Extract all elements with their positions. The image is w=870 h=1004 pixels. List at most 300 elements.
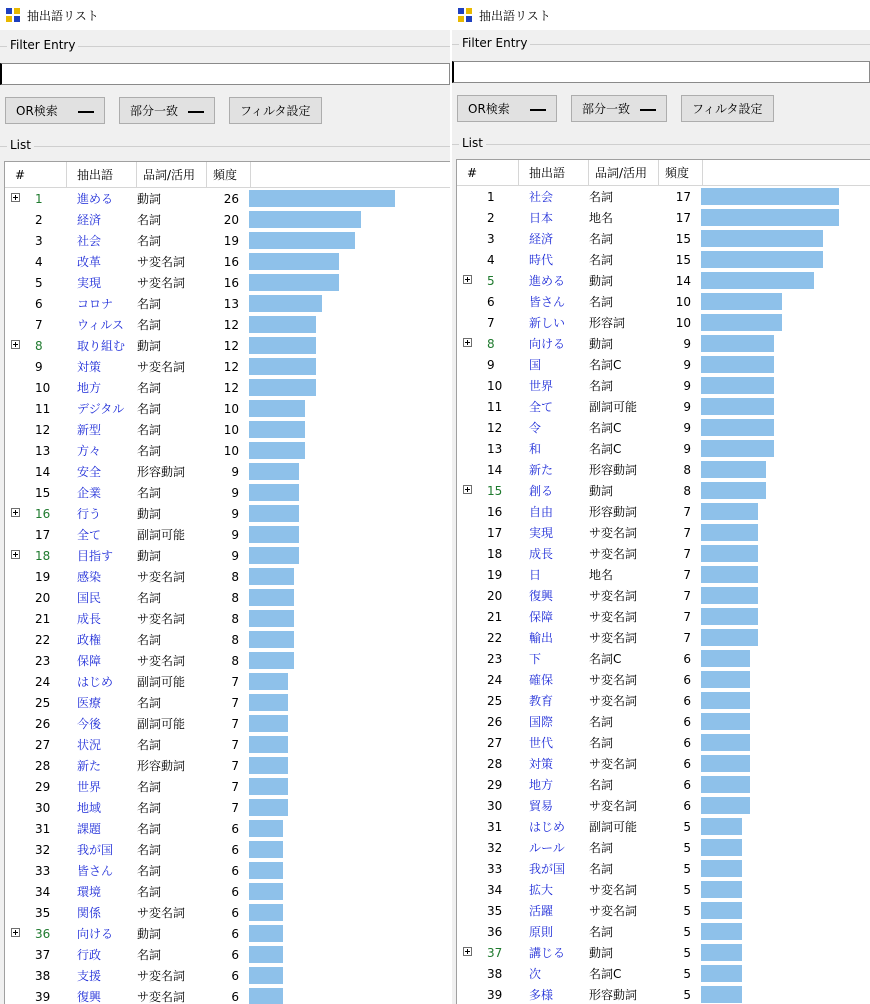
dropdown-arrow-icon xyxy=(78,111,94,113)
row-frequency: 6 xyxy=(683,756,691,771)
plus-box-icon[interactable] xyxy=(11,340,20,349)
row-number: 14 xyxy=(35,464,51,479)
filter-settings-button[interactable]: フィルタ設定 xyxy=(229,97,322,124)
row-frequency: 7 xyxy=(231,674,239,689)
list-item[interactable] xyxy=(457,480,870,501)
expand-toggle[interactable] xyxy=(5,335,21,356)
expand-toggle[interactable] xyxy=(5,188,21,209)
row-frequency: 6 xyxy=(231,968,239,983)
plus-box-icon[interactable] xyxy=(11,928,20,937)
filter-entry-group xyxy=(0,38,450,136)
row-frequency: 8 xyxy=(683,462,691,477)
list-rows xyxy=(457,186,870,1004)
list-item[interactable] xyxy=(457,270,870,291)
list-item[interactable] xyxy=(5,944,450,965)
frequency-bar xyxy=(249,568,294,585)
row-pos: 名詞 xyxy=(137,864,162,878)
row-frequency: 9 xyxy=(231,527,239,542)
list-item[interactable] xyxy=(457,459,870,480)
frequency-bar xyxy=(701,566,758,583)
row-pos: 名詞 xyxy=(589,715,614,729)
word-list[interactable] xyxy=(4,161,450,1004)
row-pos: 形容詞 xyxy=(589,316,626,330)
expand-toggle xyxy=(457,711,473,732)
row-number: 6 xyxy=(487,294,495,309)
row-frequency: 7 xyxy=(683,567,691,582)
row-word: 保障 xyxy=(77,654,102,668)
row-frequency: 12 xyxy=(223,317,239,332)
list-item[interactable] xyxy=(457,522,870,543)
or-search-label: OR検索 xyxy=(468,102,510,116)
list-header xyxy=(5,162,450,188)
expand-toggle xyxy=(457,837,473,858)
column-header-frequency[interactable]: 頻度 xyxy=(659,160,703,185)
list-item[interactable] xyxy=(5,272,450,293)
list-item[interactable] xyxy=(457,795,870,816)
row-number: 22 xyxy=(487,630,503,645)
list-item[interactable] xyxy=(457,606,870,627)
column-header-word[interactable]: 抽出語 xyxy=(519,160,589,185)
frequency-bar xyxy=(701,251,823,268)
list-item[interactable] xyxy=(457,564,870,585)
row-frequency: 5 xyxy=(683,924,691,939)
row-pos: 地名 xyxy=(589,568,614,582)
list-item[interactable] xyxy=(5,671,450,692)
list-item[interactable] xyxy=(457,207,870,228)
frequency-bar xyxy=(701,272,814,289)
frequency-bar xyxy=(249,421,305,438)
expand-toggle[interactable] xyxy=(457,480,473,501)
list-item[interactable] xyxy=(5,902,450,923)
row-frequency: 8 xyxy=(231,632,239,647)
column-header-pos[interactable]: 品詞/活用 xyxy=(137,162,207,187)
list-item[interactable] xyxy=(457,333,870,354)
list-item[interactable] xyxy=(457,879,870,900)
row-number: 26 xyxy=(35,716,51,731)
row-number: 29 xyxy=(35,779,51,794)
list-item[interactable] xyxy=(457,396,870,417)
row-pos: 動詞 xyxy=(137,507,162,521)
list-item[interactable] xyxy=(5,251,450,272)
row-word: 世界 xyxy=(529,379,554,393)
row-pos: サ変名詞 xyxy=(137,990,186,1004)
row-number: 1 xyxy=(35,191,43,206)
row-frequency: 7 xyxy=(231,800,239,815)
row-pos: 動詞 xyxy=(137,549,162,563)
list-item[interactable] xyxy=(457,984,870,1004)
list-item[interactable] xyxy=(457,816,870,837)
row-frequency: 12 xyxy=(223,380,239,395)
list-item[interactable] xyxy=(457,501,870,522)
list-item[interactable] xyxy=(5,335,450,356)
row-word: 支援 xyxy=(77,969,102,983)
plus-box-icon[interactable] xyxy=(463,275,472,284)
row-frequency: 7 xyxy=(231,737,239,752)
row-number: 39 xyxy=(487,987,503,1002)
row-frequency: 10 xyxy=(675,315,691,330)
partial-match-dropdown[interactable] xyxy=(571,95,667,122)
row-word: 実現 xyxy=(529,526,554,540)
row-pos: 名詞C xyxy=(589,967,622,981)
row-frequency: 8 xyxy=(231,569,239,584)
list-item[interactable] xyxy=(5,440,450,461)
expand-toggle xyxy=(457,543,473,564)
row-pos: 名詞 xyxy=(589,925,614,939)
or-search-dropdown[interactable] xyxy=(457,95,557,122)
row-number: 23 xyxy=(35,653,51,668)
list-item[interactable] xyxy=(5,713,450,734)
row-word: 創る xyxy=(529,484,554,498)
row-number: 39 xyxy=(35,989,51,1004)
row-pos: サ変名詞 xyxy=(137,276,186,290)
frequency-bar xyxy=(701,482,766,499)
row-frequency: 17 xyxy=(675,189,691,204)
expand-toggle xyxy=(457,774,473,795)
frequency-bar xyxy=(701,965,742,982)
list-item[interactable] xyxy=(457,375,870,396)
expand-toggle xyxy=(5,671,21,692)
column-header-number[interactable]: # xyxy=(5,162,67,187)
list-item[interactable] xyxy=(457,417,870,438)
frequency-bar xyxy=(249,190,395,207)
row-pos: 名詞 xyxy=(137,486,162,500)
row-frequency: 5 xyxy=(683,840,691,855)
list-item[interactable] xyxy=(5,818,450,839)
frequency-bar xyxy=(701,587,758,604)
frequency-bar xyxy=(701,545,758,562)
list-item[interactable] xyxy=(5,965,450,986)
row-number: 27 xyxy=(35,737,51,752)
list-group xyxy=(452,136,870,1004)
list-item[interactable] xyxy=(457,858,870,879)
row-pos: サ変名詞 xyxy=(137,255,186,269)
window-title: 抽出語リスト xyxy=(479,8,551,23)
frequency-bar xyxy=(249,925,283,942)
row-number: 4 xyxy=(35,254,43,269)
frequency-bar xyxy=(701,734,750,751)
list-item[interactable] xyxy=(457,312,870,333)
row-word: 経済 xyxy=(77,213,102,227)
list-item[interactable] xyxy=(457,354,870,375)
list-item[interactable] xyxy=(5,524,450,545)
list-item[interactable] xyxy=(457,627,870,648)
frequency-bar xyxy=(701,881,742,898)
row-word: 向ける xyxy=(77,927,114,941)
filter-settings-button[interactable]: フィルタ設定 xyxy=(681,95,774,122)
row-number: 20 xyxy=(35,590,51,605)
row-word: 行う xyxy=(77,507,102,521)
partial-match-dropdown[interactable] xyxy=(119,97,215,124)
row-word: 確保 xyxy=(529,673,554,687)
list-item[interactable] xyxy=(5,566,450,587)
expand-toggle xyxy=(457,186,473,207)
row-pos: 副詞可能 xyxy=(137,717,186,731)
list-item[interactable] xyxy=(5,860,450,881)
row-number: 25 xyxy=(487,693,503,708)
list-item[interactable] xyxy=(457,732,870,753)
row-number: 8 xyxy=(35,338,43,353)
row-frequency: 9 xyxy=(231,464,239,479)
frequency-bar xyxy=(701,524,758,541)
expand-toggle xyxy=(5,230,21,251)
row-number: 31 xyxy=(487,819,503,834)
list-item[interactable] xyxy=(457,753,870,774)
list-item[interactable] xyxy=(457,585,870,606)
row-word: ルール xyxy=(529,841,565,855)
row-word: 多様 xyxy=(529,988,554,1002)
column-header-frequency[interactable]: 頻度 xyxy=(207,162,251,187)
list-item[interactable] xyxy=(5,356,450,377)
expand-toggle[interactable] xyxy=(457,942,473,963)
row-pos: サ変名詞 xyxy=(589,610,638,624)
expand-toggle xyxy=(457,879,473,900)
column-header-word[interactable]: 抽出語 xyxy=(67,162,137,187)
list-item[interactable] xyxy=(5,986,450,1004)
expand-toggle[interactable] xyxy=(5,923,21,944)
row-word: 時代 xyxy=(529,253,554,267)
row-number: 32 xyxy=(487,840,503,855)
filter-entry-input[interactable] xyxy=(0,63,450,85)
frequency-bar xyxy=(701,356,774,373)
plus-box-icon[interactable] xyxy=(463,338,472,347)
row-word: 改革 xyxy=(77,255,102,269)
plus-box-icon[interactable] xyxy=(11,508,20,517)
list-item[interactable] xyxy=(5,398,450,419)
expand-toggle xyxy=(457,921,473,942)
row-word: 企業 xyxy=(77,486,102,500)
row-number: 28 xyxy=(35,758,51,773)
row-word: 教育 xyxy=(529,694,554,708)
row-pos: 名詞 xyxy=(589,736,614,750)
row-word: 我が国 xyxy=(77,843,114,857)
plus-box-icon[interactable] xyxy=(11,550,20,559)
row-frequency: 6 xyxy=(683,651,691,666)
row-word: 講じる xyxy=(529,946,566,960)
frequency-bar xyxy=(249,673,288,690)
row-frequency: 20 xyxy=(223,212,239,227)
row-word: 新しい xyxy=(529,316,566,330)
list-item[interactable] xyxy=(5,188,450,209)
row-number: 31 xyxy=(35,821,51,836)
row-pos: サ変名詞 xyxy=(137,906,186,920)
frequency-bar xyxy=(249,358,316,375)
row-frequency: 5 xyxy=(683,945,691,960)
expand-toggle[interactable] xyxy=(457,270,473,291)
frequency-bar xyxy=(701,860,742,877)
expand-toggle[interactable] xyxy=(5,503,21,524)
frequency-bar xyxy=(249,757,288,774)
row-number: 18 xyxy=(35,548,51,563)
row-frequency: 10 xyxy=(223,443,239,458)
row-pos: 形容動詞 xyxy=(137,465,186,479)
row-frequency: 7 xyxy=(231,716,239,731)
list-item[interactable] xyxy=(457,711,870,732)
list-item[interactable] xyxy=(457,186,870,207)
row-pos: 動詞 xyxy=(137,339,162,353)
list-item[interactable] xyxy=(457,837,870,858)
row-pos: 動詞 xyxy=(589,946,614,960)
list-item[interactable] xyxy=(457,249,870,270)
list-item[interactable] xyxy=(5,230,450,251)
row-pos: 名詞 xyxy=(137,633,162,647)
frequency-bar xyxy=(249,505,299,522)
row-number: 4 xyxy=(487,252,495,267)
expand-toggle xyxy=(5,293,21,314)
list-item[interactable] xyxy=(5,734,450,755)
expand-toggle xyxy=(457,417,473,438)
list-rows xyxy=(5,188,450,1004)
row-frequency: 7 xyxy=(683,504,691,519)
list-item[interactable] xyxy=(5,608,450,629)
frequency-bar xyxy=(701,755,750,772)
row-number: 9 xyxy=(487,357,495,372)
row-number: 15 xyxy=(487,483,503,498)
list-item[interactable] xyxy=(5,839,450,860)
expand-toggle[interactable] xyxy=(5,545,21,566)
frequency-bar xyxy=(249,274,339,291)
list-item[interactable] xyxy=(457,921,870,942)
row-pos: 名詞 xyxy=(137,591,162,605)
row-word: 国 xyxy=(529,358,542,372)
expand-toggle xyxy=(457,816,473,837)
list-item[interactable] xyxy=(5,650,450,671)
expand-toggle xyxy=(5,398,21,419)
row-frequency: 6 xyxy=(683,798,691,813)
row-pos: 名詞C xyxy=(589,652,622,666)
list-item[interactable] xyxy=(457,942,870,963)
list-item[interactable] xyxy=(5,503,450,524)
row-frequency: 5 xyxy=(683,819,691,834)
filter-entry-input[interactable] xyxy=(452,61,870,83)
list-item[interactable] xyxy=(457,690,870,711)
row-number: 30 xyxy=(35,800,51,815)
list-item[interactable] xyxy=(5,755,450,776)
row-word: ウィルス xyxy=(77,318,124,332)
row-number: 38 xyxy=(35,968,51,983)
or-search-dropdown[interactable] xyxy=(5,97,105,124)
row-frequency: 6 xyxy=(683,777,691,792)
row-pos: 名詞 xyxy=(589,379,614,393)
frequency-bar xyxy=(701,377,774,394)
row-pos: サ変名詞 xyxy=(589,547,638,561)
expand-toggle xyxy=(457,249,473,270)
list-item[interactable] xyxy=(5,314,450,335)
list-item[interactable] xyxy=(5,293,450,314)
row-frequency: 8 xyxy=(683,483,691,498)
frequency-bar xyxy=(701,944,742,961)
frequency-bar xyxy=(249,211,361,228)
list-item[interactable] xyxy=(5,209,450,230)
list-item[interactable] xyxy=(457,669,870,690)
row-word: 成長 xyxy=(77,612,102,626)
list-item[interactable] xyxy=(457,774,870,795)
expand-toggle[interactable] xyxy=(457,333,473,354)
column-header-number[interactable]: # xyxy=(457,160,519,185)
row-word: 医療 xyxy=(77,696,102,710)
list-item[interactable] xyxy=(457,963,870,984)
row-pos: 名詞 xyxy=(137,423,162,437)
row-number: 29 xyxy=(487,777,503,792)
list-item[interactable] xyxy=(457,438,870,459)
list-item[interactable] xyxy=(5,881,450,902)
row-number: 5 xyxy=(487,273,495,288)
list-item[interactable] xyxy=(5,629,450,650)
expand-toggle xyxy=(457,732,473,753)
row-frequency: 26 xyxy=(223,191,239,206)
row-pos: 名詞 xyxy=(589,778,614,792)
row-pos: 形容動詞 xyxy=(589,463,638,477)
list-item[interactable] xyxy=(5,419,450,440)
list-item[interactable] xyxy=(457,543,870,564)
row-word: 今後 xyxy=(77,717,102,731)
expand-toggle xyxy=(457,354,473,375)
frequency-bar xyxy=(249,862,283,879)
column-header-pos[interactable]: 品詞/活用 xyxy=(589,160,659,185)
row-pos: 副詞可能 xyxy=(137,528,186,542)
row-number: 33 xyxy=(35,863,51,878)
list-item[interactable] xyxy=(457,291,870,312)
list-item[interactable] xyxy=(457,648,870,669)
list-item[interactable] xyxy=(5,587,450,608)
row-frequency: 8 xyxy=(231,653,239,668)
row-number: 7 xyxy=(487,315,495,330)
expand-toggle xyxy=(457,963,473,984)
row-number: 35 xyxy=(35,905,51,920)
row-word: 次 xyxy=(529,967,542,981)
expand-toggle xyxy=(5,776,21,797)
row-number: 38 xyxy=(487,966,503,981)
frequency-bar xyxy=(249,484,299,501)
row-number: 7 xyxy=(35,317,43,332)
row-word: 対策 xyxy=(77,360,102,374)
row-frequency: 6 xyxy=(231,863,239,878)
row-pos: 名詞 xyxy=(137,885,162,899)
list-item[interactable] xyxy=(5,461,450,482)
frequency-bar xyxy=(249,799,288,816)
list-item[interactable] xyxy=(5,377,450,398)
list-item[interactable] xyxy=(5,797,450,818)
row-frequency: 9 xyxy=(231,548,239,563)
row-word: 新た xyxy=(529,463,554,477)
list-item[interactable] xyxy=(5,923,450,944)
list-item[interactable] xyxy=(457,228,870,249)
list-item[interactable] xyxy=(5,692,450,713)
word-list[interactable] xyxy=(456,159,870,1004)
frequency-bar xyxy=(249,589,294,606)
frequency-bar xyxy=(249,778,288,795)
frequency-bar xyxy=(249,232,355,249)
row-frequency: 6 xyxy=(231,989,239,1004)
expand-toggle xyxy=(5,965,21,986)
row-number: 28 xyxy=(487,756,503,771)
row-word: 関係 xyxy=(77,906,102,920)
plus-box-icon[interactable] xyxy=(463,485,472,494)
list-item[interactable] xyxy=(5,482,450,503)
list-item[interactable] xyxy=(457,900,870,921)
row-word: 安全 xyxy=(77,465,102,479)
row-pos: 名詞 xyxy=(137,234,162,248)
plus-box-icon[interactable] xyxy=(463,947,472,956)
list-item[interactable] xyxy=(5,776,450,797)
plus-box-icon[interactable] xyxy=(11,193,20,202)
expand-toggle xyxy=(5,755,21,776)
row-pos: 地名 xyxy=(589,211,614,225)
list-item[interactable] xyxy=(5,545,450,566)
row-word: 社会 xyxy=(529,190,554,204)
row-word: 状況 xyxy=(77,738,102,752)
expand-toggle xyxy=(5,419,21,440)
expand-toggle xyxy=(5,524,21,545)
